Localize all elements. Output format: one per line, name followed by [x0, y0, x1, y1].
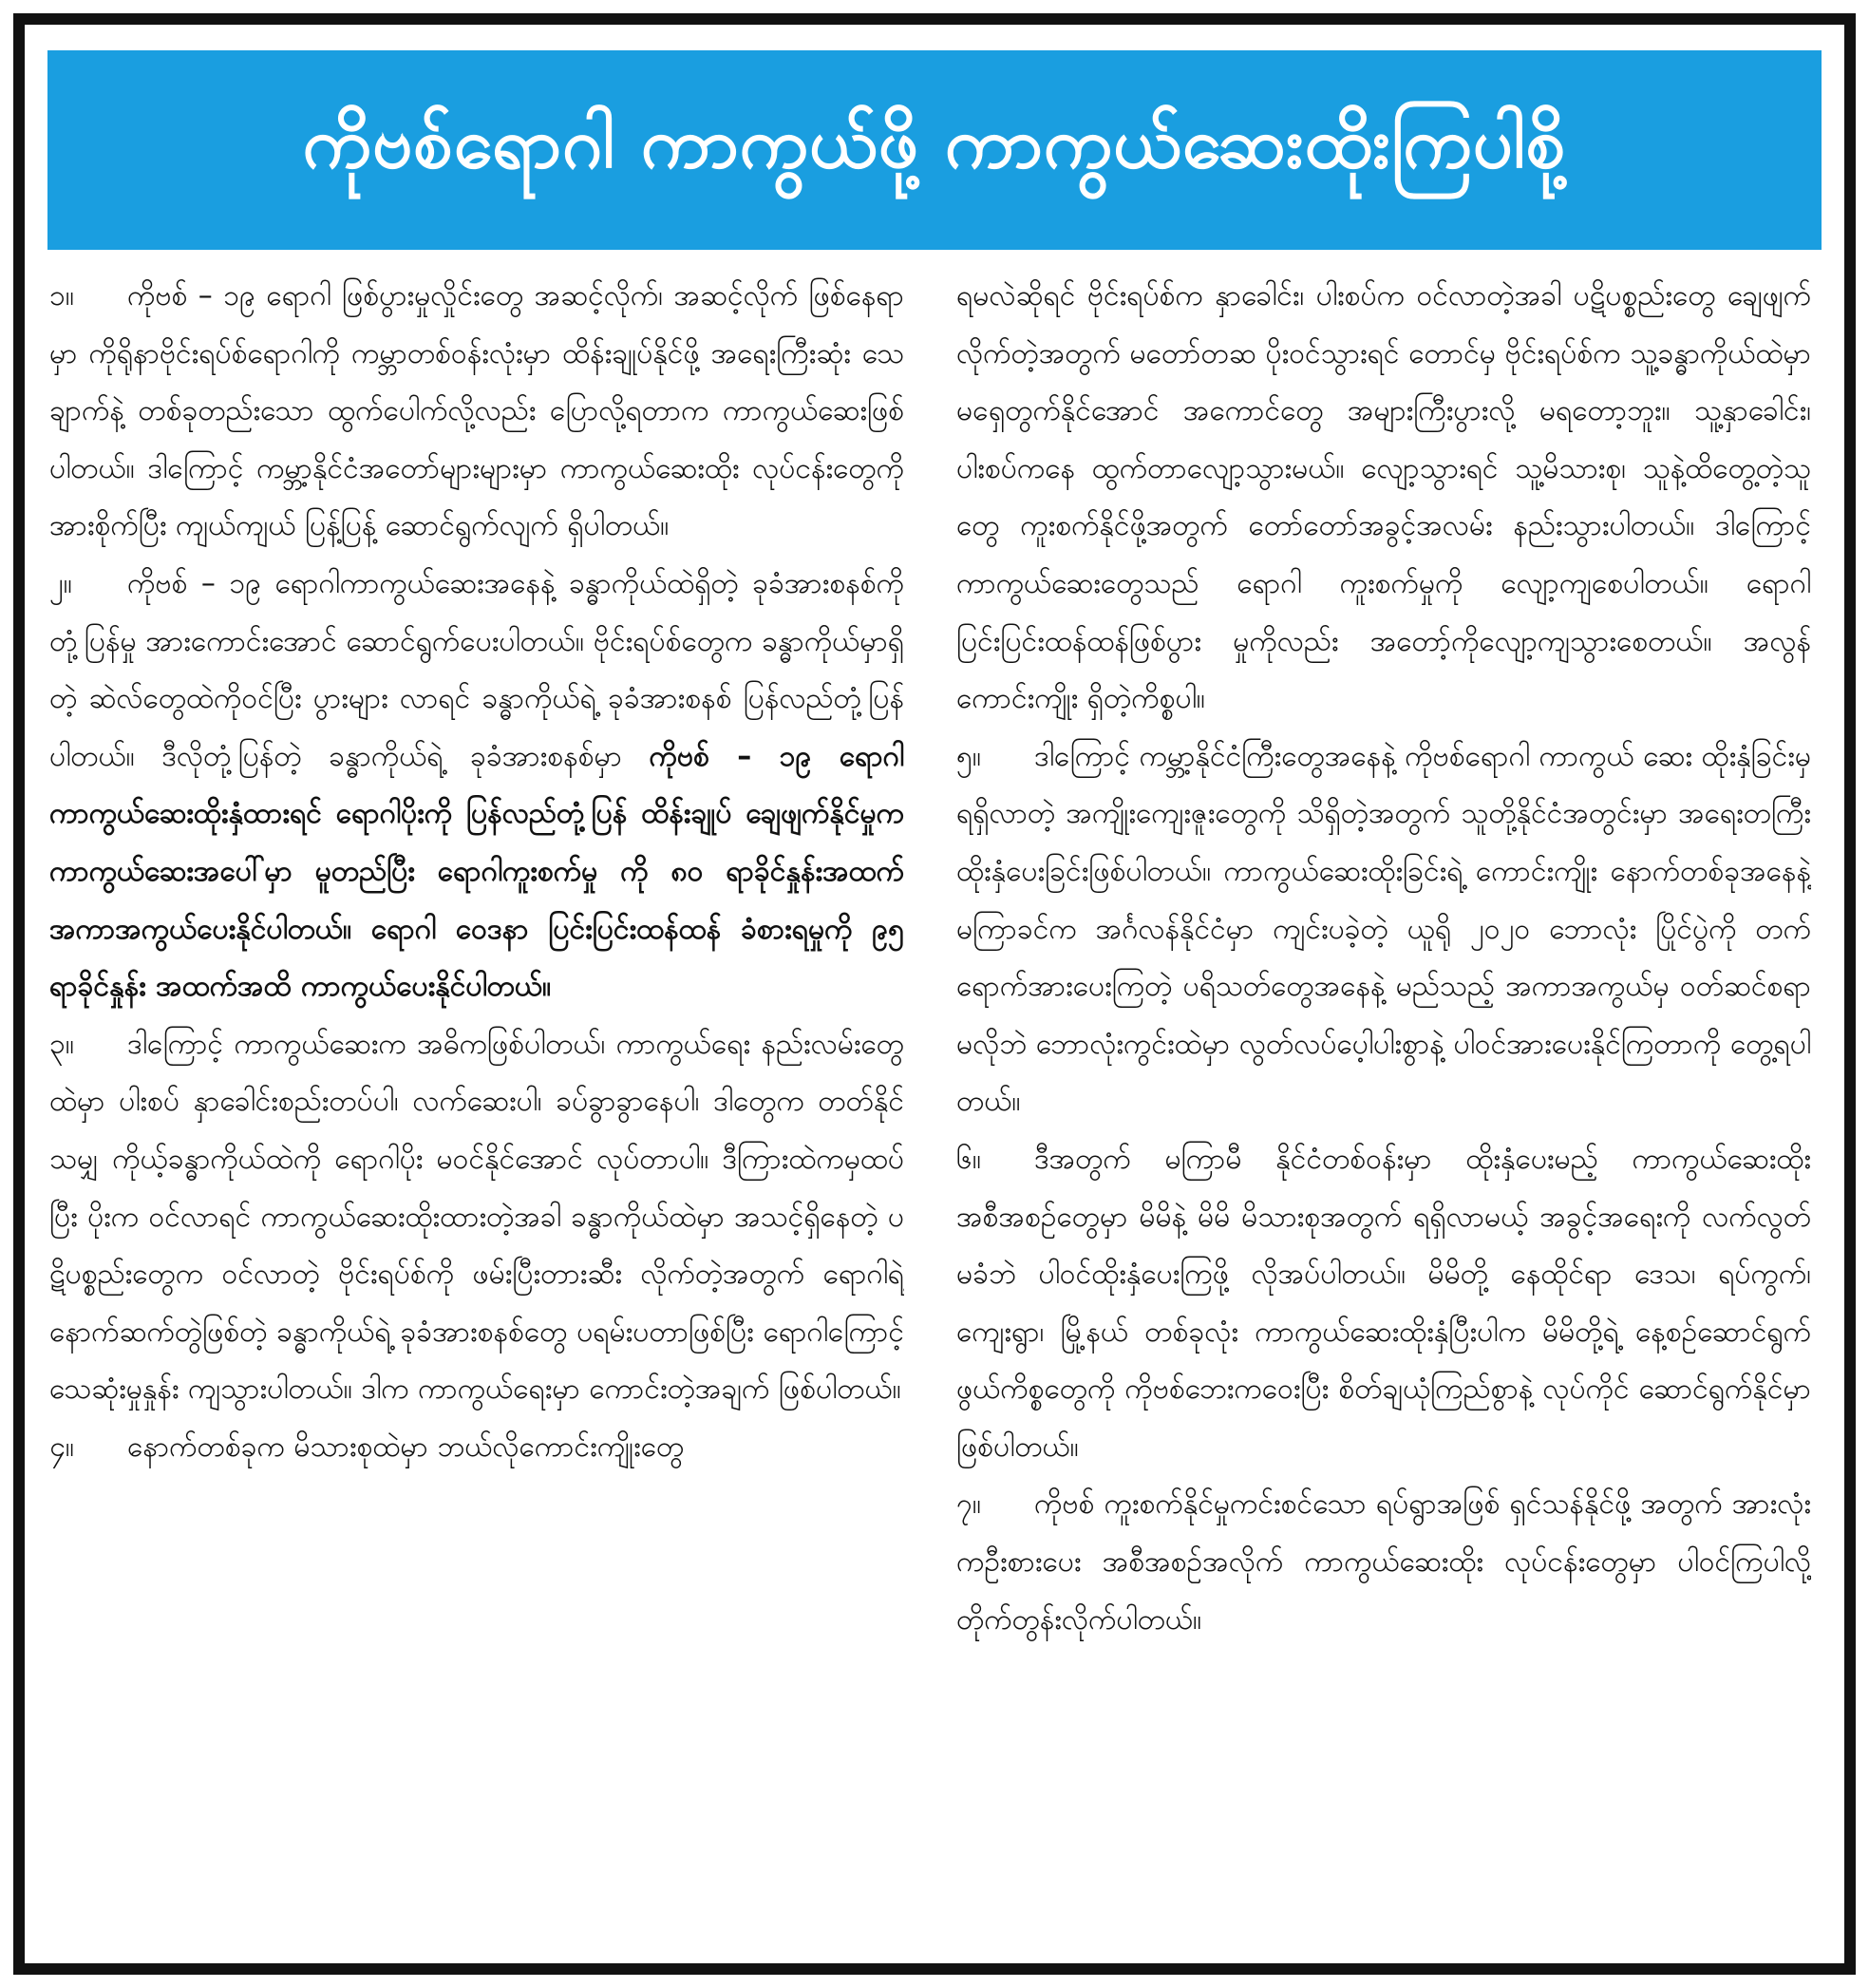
paragraph-6: [956, 1131, 1811, 1477]
paragraph-text: ကိုဗစ် ကူးစက်နိုင်မှုကင်းစင်သော ရပ်ရွာအဖြစ် ရှင်သန်နိုင်ဖို့ အတွက် အားလုံးကဦးစားပေး အစီအစဉ်အလိုက် ကာကွယ်ဆေးထိုး လုပ်ငန်းတွေမှာ ပါဝင်ကြပါလို့ တိုက်တွန်းလိုက်ပါတယ်။: [956, 1487, 1811, 1637]
paragraph-number: ၂။: [49, 566, 72, 600]
paragraph-3: [49, 1016, 904, 1419]
paragraph-4: [49, 1419, 904, 1477]
paragraph-1: [49, 268, 904, 556]
paragraph-number: ၃။: [49, 1027, 74, 1061]
paragraph-text: ဒါကြောင့် ကမ္ဘာ့နိုင်ငံကြီးတွေအနေနဲ့ ကိုဗစ်ရောဂါ ကာကွယ် ဆေး ထိုးနှံခြင်းမှရရှိလာတဲ့ အကျိုးကျေးဇူးတွေကို သိရှိတဲ့အတွက် သူတို့နိုင်ငံအတွင်းမှာ အရေးတကြီး ထိုးနှံပေးခြင်းဖြစ်ပါတယ်။ ကာကွယ်ဆေးထိုးခြင်းရဲ့ ကောင်းကျိုး နောက်တစ်ခုအနေနဲ့ မကြာခင်က အင်္ဂလန်နိုင်ငံမှာ ကျင်းပခဲ့တဲ့ ယူရို ၂၀၂၀ ဘောလုံး ပြိုင်ပွဲကို တက်ရောက်အားပေးကြတဲ့ ပရိသတ်တွေအနေနဲ့ မည်သည့် အကာအကွယ်မှ ဝတ်ဆင်စရာမလိုဘဲ ဘောလုံးကွင်းထဲမှာ လွတ်လပ်ပေ့ါပါးစွာနဲ့ ပါဝင်အားပေးနိုင်ကြတာကို တွေ့ရပါတယ်။: [956, 739, 1811, 1119]
title-banner: [47, 50, 1822, 250]
paragraph-text: ကိုဗစ် – ၁၉ ရောဂါကာကွယ်ဆေးအနေနဲ့ ခန္ဓာကိုယ်ထဲရှိတဲ့ ခုခံအားစနစ်ကို တုံ့ပြန်မှု အားကောင်းအောင် ဆောင်ရွက်ပေးပါတယ်။ ဗိုင်းရပ်စ်တွေက ခန္ဓာကိုယ်မှာရှိတဲ့ ဆဲလ်တွေထဲကိုဝင်ပြီး ပွားများ လာရင် ခန္ဓာကိုယ်ရဲ့ ခုခံအားစနစ် ပြန်လည်တုံ့ပြန်ပါတယ်။ ဒီလိုတုံ့ပြန်တဲ့ ခန္ဓာကိုယ်ရဲ့ ခုခံအားစနစ်မှာ: [49, 566, 904, 773]
left-column: [49, 268, 904, 1944]
paragraph-7: [956, 1476, 1811, 1649]
paragraph-text: ရမလဲဆိုရင် ဗိုင်းရပ်စ်က နှာခေါင်း၊ ပါးစပ်က ဝင်လာတဲ့အခါ ပဋိပစ္စည်းတွေ ချေဖျက်လိုက်တဲ့အတွက် မတော်တဆ ပိုးဝင်သွားရင် တောင်မှ ဗိုင်းရပ်စ်က သူ့ခန္ဓာကိုယ်ထဲမှာ မရှေတွက်နိုင်အောင် အကောင်တွေ အများကြီးပွားလို့ မရတော့ဘူး။ သူ့နှာခေါင်း၊ ပါးစပ်ကနေ ထွက်တာလျော့သွားမယ်။ လျော့သွားရင် သူ့မိသားစု၊ သူနဲ့ထိတွေ့တဲ့သူတွေ ကူးစက်နိုင်ဖို့အတွက် တော်တော်အခွင့်အလမ်း နည်းသွားပါတယ်။ ဒါကြောင့် ကာကွယ်ဆေးတွေသည် ရောဂါ ကူးစက်မှုကို လျော့ကျစေပါတယ်။ ရောဂါ ပြင်းပြင်းထန်ထန်ဖြစ်ပွား မှုကိုလည်း အတော့်ကိုလျော့ကျသွားစေတယ်။ အလွန်ကောင်းကျိုး ရှိတဲ့ကိစ္စပါ။: [956, 279, 1811, 716]
paragraph-text: ဒါကြောင့် ကာကွယ်ဆေးက အဓိကဖြစ်ပါတယ်၊ ကာကွယ်ရေး နည်းလမ်းတွေထဲမှာ ပါးစပ် နှာခေါင်းစည်းတပ်ပါ၊ လက်ဆေးပါ၊ ခပ်ခွာခွာနေပါ၊ ဒါတွေက တတ်နိုင်သမျှ ကိုယ့်ခန္ဓာကိုယ်ထဲကို ရောဂါပိုး မဝင်နိုင်အောင် လုပ်တာပါ။ ဒီကြားထဲကမှထပ်ပြီး ပိုးက ဝင်လာရင် ကာကွယ်ဆေးထိုးထားတဲ့အခါ ခန္ဓာကိုယ်ထဲမှာ အသင့်ရှိနေတဲ့ ပဋိပစ္စည်းတွေက ဝင်လာတဲ့ ဗိုင်းရပ်စ်ကို ဖမ်းပြီးတားဆီး လိုက်တဲ့အတွက် ရောဂါရဲ့ နောက်ဆက်တွဲဖြစ်တဲ့ ခန္ဓာကိုယ်ရဲ့ ခုခံအားစနစ်တွေ ပရမ်းပတာဖြစ်ပြီး ရောဂါကြောင့် သေဆုံးမှုနှုန်း ကျသွားပါတယ်။ ဒါက ကာကွယ်ရေးမှာ ကောင်းတဲ့အချက် ဖြစ်ပါတယ်။: [49, 1027, 904, 1407]
paragraph-number: ၆။: [956, 1142, 981, 1176]
paragraph-2: [49, 556, 904, 1016]
paragraph-number: ၅။: [956, 739, 981, 773]
paragraph-number: ၁။: [49, 279, 74, 312]
paragraph-number: ၇။: [956, 1487, 981, 1522]
paragraph-bold-text: ကိုဗစ် – ၁၉ ရောဂါ ကာကွယ်ဆေးထိုးနှံထားရင် ရောဂါပိုးကို ပြန်လည်တုံ့ပြန် ထိန်းချုပ် ချေဖျက်နိုင်မှုက ကာကွယ်ဆေးအပေါ်မှာ မူတည်ပြီး ရောဂါကူးစက်မှု ကို ၈၀ ရာခိုင်နှုန်းအထက် အကာအကွယ်ပေးနိုင်ပါတယ်။ ရောဂါ ဝေဒနာ ပြင်းပြင်းထန်ထန် ခံစားရမှုကို ၉၅ ရာခိုင်နှုန်း အထက်အထိ ကာကွယ်ပေးနိုင်ပါတယ်။: [49, 739, 904, 1004]
paragraph-text: နောက်တစ်ခုက မိသားစုထဲမှာ ဘယ်လိုကောင်းကျိုးတွေ: [127, 1429, 685, 1464]
paragraph-text: ကိုဗစ် – ၁၉ ရောဂါ ဖြစ်ပွားမှုလှိုင်းတွေ အဆင့်လိုက်၊ အဆင့်လိုက် ဖြစ်နေရာမှာ ကိုရိုနာဗိုင်းရပ်စ်ရောဂါကို ကမ္ဘာတစ်ဝန်းလုံးမှာ ထိန်းချုပ်နိုင်ဖို့ အရေးကြီးဆုံး သေချာက်နဲ့ တစ်ခုတည်းသော ထွက်ပေါက်လို့လည်း ပြောလို့ရတာက ကာကွယ်ဆေးဖြစ်ပါတယ်။ ဒါကြောင့် ကမ္ဘာ့နိုင်ငံအတော်များများမှာ ကာကွယ်ဆေးထိုး လုပ်ငန်းတွေကို အားစိုက်ပြီး ကျယ်ကျယ် ပြန့်ပြန့် ဆောင်ရွက်လျက် ရှိပါတယ်။: [49, 279, 904, 543]
right-column: [956, 268, 1811, 1944]
paragraph-5: [956, 729, 1811, 1131]
paragraph-4-continued: [956, 268, 1811, 729]
paragraph-text: ဒီအတွက် မကြာမီ နိုင်ငံတစ်ဝန်းမှာ ထိုးနှံပေးမည့် ကာကွယ်ဆေးထိုးအစီအစဉ်တွေမှာ မိမိနဲ့ မိမိ မိသားစုအတွက် ရရှိလာမယ့် အခွင့်အရေးကို လက်လွတ်မခံဘဲ ပါဝင်ထိုးနှံပေးကြဖို့ လိုအပ်ပါတယ်။ မိမိတို့ နေထိုင်ရာ ဒေသ၊ ရပ်ကွက်၊ ကျေးရွာ၊ မြို့နယ် တစ်ခုလုံး ကာကွယ်ဆေးထိုးနှံပြီးပါက မိမိတို့ရဲ့ နေ့စဉ်ဆောင်ရွက် ဖွယ်ကိစ္စတွေကို ကိုဗစ်ဘေးကဝေးပြီး စိတ်ချယုံကြည်စွာနဲ့ လုပ်ကိုင် ဆောင်ရွက်နိုင်မှာ ဖြစ်ပါတယ်။: [956, 1142, 1811, 1464]
paragraph-number: ၄။: [49, 1429, 74, 1464]
article-title: ကိုဗစ်ရောဂါ ကာကွယ်ဖို့ ကာကွယ်ဆေးထိုးကြပါစို့: [302, 102, 1567, 184]
